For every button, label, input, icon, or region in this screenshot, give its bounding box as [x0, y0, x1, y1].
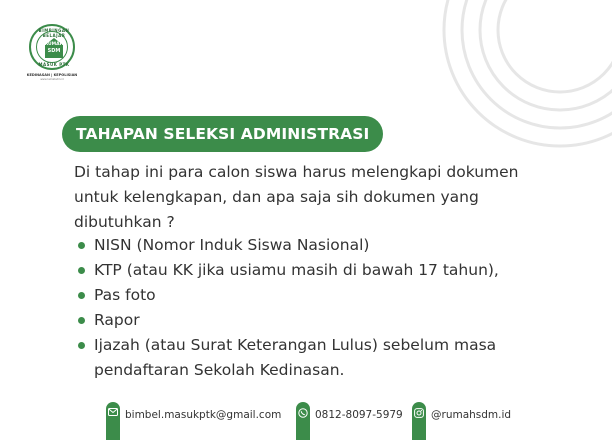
phone-number[interactable]: 0812-8097-5979	[315, 409, 403, 421]
contact-phone[interactable]	[296, 402, 403, 432]
brand-logo	[26, 24, 78, 82]
intro-paragraph: Di tahap ini para calon siswa harus melengkapi dokumen untuk kelengkapan, dan apa saja sih dokumen yang dibutuhkan ?	[74, 163, 519, 231]
email-icon-bar	[106, 402, 120, 440]
section-title: TAHAPAN SELEKSI ADMINISTRASI	[76, 125, 370, 143]
bullet-dot	[78, 242, 85, 249]
bullet-dot	[78, 317, 85, 324]
logo-sdm-text: SDM	[47, 48, 61, 54]
list-item: Ijazah (atau Surat Keterangan Lulus) sebelum masa pendaftaran Sekolah Kedinasan.	[78, 333, 548, 383]
bullet-dot	[78, 342, 85, 349]
email-address[interactable]: bimbel.masukptk@gmail.com	[125, 409, 282, 421]
logo-tagline: KEDINASAN | KEPOLISIAN	[26, 73, 78, 77]
bullet-dot	[78, 292, 85, 299]
mail-icon	[108, 408, 118, 416]
instagram-handle[interactable]: @rumahsdm.id	[431, 409, 512, 421]
instagram-icon	[414, 408, 424, 418]
whatsapp-icon-bar	[296, 402, 310, 440]
instagram-icon-bar	[412, 402, 426, 440]
list-item: KTP (atau KK jika usiamu masih di bawah 17 tahun),	[78, 258, 548, 283]
requirements-list	[78, 233, 548, 383]
list-item: Rapor	[78, 308, 548, 333]
bullet-dot	[78, 267, 85, 274]
list-item: NISN (Nomor Induk Siswa Nasional)	[78, 233, 548, 258]
logo-website: www.rumahsdm.id	[40, 78, 64, 81]
contact-instagram[interactable]	[412, 402, 511, 432]
list-item: Pas foto	[78, 283, 548, 308]
decorative-rings	[440, 0, 612, 150]
contact-email[interactable]	[106, 402, 281, 432]
logo-arc-bottom-text: MASUK PTK	[38, 62, 70, 67]
logo-rumah-text: RUMAH	[44, 42, 64, 47]
whatsapp-icon	[298, 408, 308, 418]
logo-seal	[29, 24, 75, 70]
logo-arc-top-text: BIMBINGAN BELAJAR	[38, 28, 70, 38]
section-title-pill	[62, 116, 383, 152]
